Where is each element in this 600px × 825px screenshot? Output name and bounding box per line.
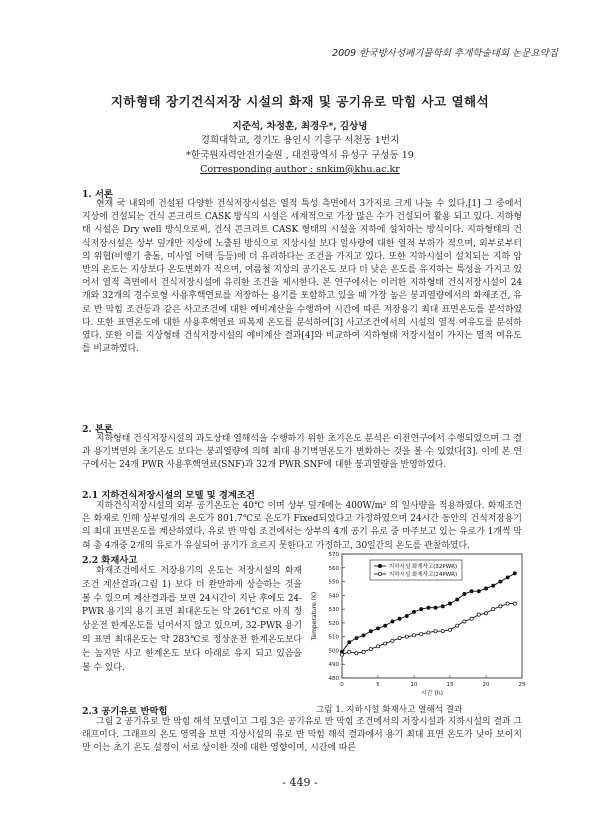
section-2-body: [82, 433, 522, 473]
data-point: [355, 652, 358, 655]
section-1-heading: 1. 서론: [82, 189, 113, 200]
data-point: [506, 602, 509, 605]
x-tick-label: 15: [446, 682, 454, 688]
data-point: [384, 642, 387, 645]
data-point: [348, 650, 351, 653]
data-point: [463, 592, 466, 595]
y-axis-label: Temperature (K): [311, 591, 318, 641]
y-tick-label: 520: [328, 620, 339, 627]
data-point: [355, 636, 358, 639]
x-tick-label: 5: [376, 682, 380, 688]
section-2-2-heading: 2.2 화재사고: [82, 555, 138, 566]
data-point: [499, 580, 502, 583]
data-point: [376, 627, 379, 630]
section-2-1-paragraph: 지하건식저장시설의 외부 공기온도는 40℃ 이며 상부 덮개에는 400W/m² 의 일사량을 적용하였다. 화재조건은 화재로 인해 상부덮개의 온도가 801.7℃로 온도가 Fixed되었다고 가정하였으며 24시간 동안의 건식저장용기의 최대 표면온도를 계산하였다. 유로 반 막힘 조건에서는 상부의 4개 공기 유로 중 마주보고 있는 유로가 1개씩 막혀 총 4개중 2개의 유로가 유실되어 공기가 흐르지 못한다고 가정하고, 30일간의 온도를 관찰하였다.: [82, 501, 522, 551]
x-axis-label: 시간 (h): [421, 690, 443, 697]
series-line-1: [342, 573, 515, 652]
data-point: [513, 602, 516, 605]
affiliation-1: 경희대학교, 경기도 용인시 기흥구 서천동 1번지: [200, 135, 400, 147]
data-point: [434, 606, 437, 609]
data-point: [441, 630, 444, 633]
data-point: [448, 628, 451, 631]
legend-label: 지하시설 화재사고(32PWR): [389, 564, 458, 570]
data-point: [513, 572, 516, 575]
data-point: [427, 606, 430, 609]
author-names: 지준석, 차정훈, 최경우*, 김상녕: [232, 121, 368, 132]
affiliation-2: *한국원자력안전기술원 , 대전광역시 유성구 구성동 19: [186, 149, 414, 161]
data-point: [427, 631, 430, 634]
data-point: [405, 635, 408, 638]
data-point: [434, 630, 437, 633]
x-tick-label: 0: [340, 682, 344, 688]
data-point: [456, 598, 459, 601]
data-point: [463, 620, 466, 623]
y-tick-label: 540: [328, 593, 339, 600]
section-1-body: [82, 198, 522, 356]
section-2-3-body: [82, 716, 522, 756]
data-point: [369, 630, 372, 633]
data-point: [420, 632, 423, 635]
section-1-paragraph: 현재 국 내외에 건설된 다양한 건식저장시설은 열적 특성 측면에서 3가지로 크게 나눌 수 있다.[1] 그 중에서 지상에 건설되는 건식 콘크리트 CASK 방식의 시설은 세계적으로 가장 많은 수가 건설되어 활용 되고 있다. 지하형태 시설은 Dry well 방식으로써, 건식 콘크리트 CASK 형태의 시설을 지하에 설치하는 방식이다. 지하형태의 건식저장시설은 상부 덮개만 지상에 노출된 방식으로 지상시설 보다 일사량에 대한 열적 부하가 적으며, 외부로부터의 위협(비행기 충돌, 미사일 어택 등등)에 더 유리하다는 조건을 가지고 있다. 또한 지하시설이 설치되는 지하 암반의 온도는 지상보다 온도변화가 적으며, 여름철 지상의 공기온도 보다 더 낮은 온도를 유지하는 특성을 가지고 있어서 열적 측면에서 건식저장시설에 유리한 조건을 제시한다. 본 연구에서는 이러한 지하형태 건식저장시설이 24개와 32개의 경수로형 사용후핵연료를 저장하는 용기를 포함하고 있을 때 가장 높은 붕괴열량에서의 화재조건, 유로 반 막힘 조건등과 같은 사고조건에 대한 예비계산을 수행하여 시간에 따른 저장용기 최대 표면온도를 분석하였다. 또한 표면온도에 대한 사용후핵연료 피복재 온도를 분석하여[3] 사고조건에서의 시설의 열적 여유도를 분석하였다. 또한 이를 지상형태 건식저장시설의 예비계산 결과[4]와 비교하여 지하형태 저장시설이 가지는 열적 여유도를 비교하였다.: [82, 199, 522, 355]
y-tick-label: 500: [328, 648, 339, 655]
section-2-2-body: [82, 565, 302, 675]
legend-marker: [378, 572, 381, 575]
x-tick-label: 25: [518, 682, 526, 688]
author-block: [0, 120, 600, 177]
data-point: [384, 624, 387, 627]
x-tick-label: 10: [410, 682, 418, 688]
data-point: [477, 590, 480, 593]
y-tick-label: 560: [328, 565, 339, 572]
legend-marker: [378, 564, 381, 567]
y-tick-label: 490: [328, 662, 339, 669]
data-point: [362, 634, 365, 637]
data-point: [362, 650, 365, 653]
section-2-paragraph: 지하형태 건식저장시설의 과도상태 열해석을 수행하기 위한 초기온도 분석은 이전연구에서 수행되었으며 그 결과 용기벽면의 초기온도 보다는 붕괴열량에 의해 최대 용기벽면온도가 변화하는 것을 볼 수 있었다[3]. 이에 본 연구에서는 24개 PWR 사용후핵연료(SNF)과 32개 PWR SNF에 대한 붕괴열량을 반영하였다.: [82, 434, 522, 471]
data-point: [441, 605, 444, 608]
data-point: [470, 590, 473, 593]
data-point: [477, 613, 480, 616]
data-point: [340, 653, 343, 656]
data-point: [369, 647, 372, 650]
section-2-3-heading: 2.3 공기유로 반막힘: [82, 706, 168, 717]
temperature-chart: [308, 548, 530, 698]
section-2-3-paragraph: 그림 2 공기유로 반 막힘 해석 모델이고 그림 3은 공기유로 반 막힘 조건에서의 저장시설과 지하시설의 결과 그래프이다. 그래프의 온도 영역을 보면 지상시설의 유로 반 막힘 해석 결과에서 용기 최대 표면 온도가 낮아 보이지만 이는 초기 온도 설정이 서로 상이한 것에 대한 영향이며, 시간에 따른: [82, 717, 522, 754]
data-point: [499, 605, 502, 608]
data-point: [506, 576, 509, 579]
figure-1: [308, 548, 530, 698]
data-point: [391, 620, 394, 623]
data-point: [391, 639, 394, 642]
data-point: [376, 645, 379, 648]
section-2-2-paragraph: 화재조건에서도 저장용기의 온도는 저장시설의 화재조건 계산결과(그림 1) 보다 더 완만하게 상승하는 것을 볼 수 있으며 계산결과를 보면 24시간이 지난 후에도 24-PWR 용기의 용기 표면 최대온도는 약 261℃로 아직 정상운전 한계온도를 넘어서지 않고 있으며, 32-PWR 용기의 표면 최대온도는 약 283℃로 정상운전 한계온도보다는 높지만 사고 한계온도 보다 아래로 유지 되고 있음을 볼 수 있다.: [82, 566, 302, 673]
data-point: [405, 614, 408, 617]
y-tick-label: 510: [328, 634, 339, 641]
page-number: - 449 -: [282, 776, 318, 789]
series-line-2: [342, 604, 515, 655]
data-point: [348, 641, 351, 644]
data-point: [484, 612, 487, 615]
data-point: [492, 608, 495, 611]
legend-label: 지하시설 화재사고(24PWR): [389, 572, 458, 578]
running-header: 2009 한국방사성폐기물학회 추계학술대회 논문요약집: [332, 48, 558, 59]
y-tick-label: 530: [328, 607, 339, 614]
y-tick-label: 480: [328, 676, 339, 682]
section-2-1-body: [82, 500, 522, 553]
section-2-1-heading: 2.1 지하건식저장시설의 모델 및 경계조건: [82, 490, 255, 501]
corresponding-author: Corresponding author : snkim@khu.ac.kr: [200, 163, 400, 175]
section-2-heading: 2. 본론: [82, 424, 113, 435]
paper-title: 지하형태 장기건식저장 시설의 화재 및 공기유로 막힘 사고 열해석: [110, 94, 490, 109]
data-point: [448, 602, 451, 605]
figure-1-caption: 그림 1. 지하시설 화재사고 열해석 결과: [316, 705, 463, 715]
x-tick-label: 20: [482, 682, 490, 688]
data-point: [420, 608, 423, 611]
data-point: [412, 610, 415, 613]
data-point: [484, 587, 487, 590]
data-point: [398, 636, 401, 639]
data-point: [470, 617, 473, 620]
data-point: [412, 634, 415, 637]
y-tick-label: 550: [328, 579, 339, 586]
y-tick-label: 570: [328, 552, 339, 558]
data-point: [456, 624, 459, 627]
data-point: [492, 584, 495, 587]
data-point: [398, 617, 401, 620]
